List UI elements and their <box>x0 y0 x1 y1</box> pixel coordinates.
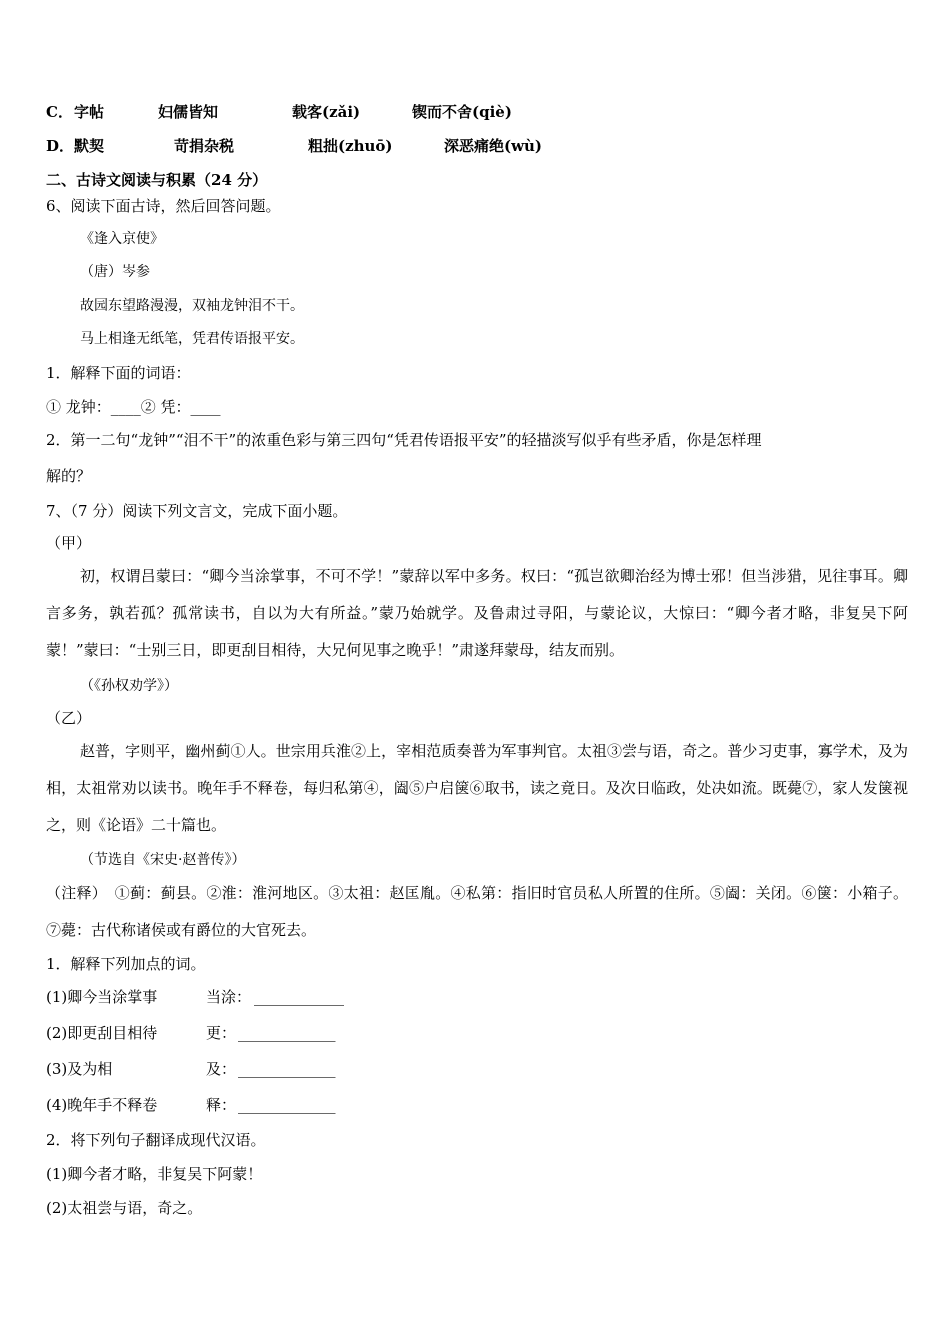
poem-author: （唐）岑参 <box>80 264 150 280</box>
q7-sub2: 2．将下列句子翻译成现代汉语。 <box>46 1131 266 1149</box>
vocab-item-2 <box>46 1023 446 1043</box>
translate-item-2: (2)太祖尝与语，奇之。 <box>46 1199 203 1217</box>
q6-sub1: 1．解释下面的词语： <box>46 364 191 382</box>
vocab-key: 更： <box>206 1024 237 1042</box>
option-c-d: 锲而不舍(qiè) <box>412 103 512 121</box>
passage-yi-label: （乙） <box>46 709 92 727</box>
translate-item-1: (1)卿今者才略，非复吴下阿蒙！ <box>46 1165 263 1183</box>
vocab-item-1 <box>46 987 446 1007</box>
passage-yi-text: 赵普，字则平，幽州蓟①人。世宗用兵淮②上，宰相范质奏普为军事判官。太祖③尝与语，奇之。普少习吏事，寡学术，及为相，太祖常劝以读书。晚年手不释卷，每归私第④，阖⑤户启箧⑥取书，读之竟日。及次日临政，处决如流。既薨⑦，家人发箧视之，则《论语》二十篇也。 <box>46 742 908 834</box>
vocab-key: 释： <box>206 1096 237 1114</box>
q7-stem: 7、（7 分）阅读下列文言文，完成下面小题。 <box>46 502 348 520</box>
vocab-answer-blank[interactable]: _____________ <box>238 1060 336 1078</box>
passage-jia-text: 初，权谓吕蒙曰：“卿今当涂掌事，不可不学！”蒙辞以军中多务。权曰：“孤岂欲卿治经为博士邪！但当涉猎，见往事耳。卿言多务，孰若孤？孤常读书，自以为大有所益。”蒙乃始就学。及鲁肃过寻阳，与蒙论议，大惊曰：“卿今者才略，非复吴下阿蒙！”蒙曰：“士别三日，即更刮目相待，大兄何见事之晚乎！”肃遂拜蒙母，结友而别。 <box>46 567 908 659</box>
option-d <box>46 136 646 156</box>
option-d-label: D． <box>46 137 75 155</box>
vocab-question: (3)及为相 <box>46 1060 113 1078</box>
vocab-answer-blank[interactable]: _____________ <box>238 1024 336 1042</box>
passage-jia-source: （《孙权劝学》） <box>80 678 178 694</box>
q7-sub1: 1．解释下列加点的词。 <box>46 955 206 973</box>
passage-notes: （注释） ①蓟：蓟县。②淮：淮河地区。③太祖：赵匡胤。④私第：指旧时官员私人所置的住所。⑤阖：关闭。⑥箧：小箱子。⑦薨：古代称诸侯或有爵位的大官死去。 <box>46 884 908 939</box>
option-d-d: 深恶痛绝(wù) <box>444 137 543 155</box>
option-d-a: 默契 <box>74 137 105 155</box>
poem-line-2: 马上相逢无纸笔，凭君传语报平安。 <box>80 331 304 347</box>
option-d-b: 苛捐杂税 <box>174 137 235 155</box>
option-c-b: 妇儒皆知 <box>158 103 219 121</box>
vocab-key: 当涂： <box>206 988 252 1006</box>
vocab-answer-blank[interactable]: _____________ <box>238 1096 336 1114</box>
vocab-key: 及： <box>206 1060 237 1078</box>
vocab-answer-blank[interactable]: ____________ <box>254 988 344 1006</box>
option-c-label: C． <box>46 103 73 121</box>
option-c-c: 载客(zǎi) <box>292 103 361 121</box>
q6-sub2-line2: 解的？ <box>46 467 92 485</box>
poem-title: 《逢入京使》 <box>80 231 164 247</box>
vocab-question: (4)晚年手不释卷 <box>46 1096 158 1114</box>
q6-sub2-line1: 2．第一二句“龙钟”“泪不干”的浓重色彩与第三四句“凭君传语报平安”的轻描淡写似乎有些矛盾，你是怎样理 <box>46 431 762 449</box>
vocab-question: (2)即更刮目相待 <box>46 1024 158 1042</box>
option-d-c: 粗拙(zhuō) <box>308 137 393 155</box>
q6-stem: 6、阅读下面古诗，然后回答问题。 <box>46 197 281 215</box>
section-heading: 二、古诗文阅读与积累（24 分） <box>46 171 268 189</box>
option-c <box>46 102 646 122</box>
passage-yi-source: （节选自《宋史·赵普传》） <box>80 852 246 868</box>
q6-sub1-items: ① 龙钟：____② 凭：____ <box>46 398 221 416</box>
poem-line-1: 故园东望路漫漫，双袖龙钟泪不干。 <box>80 298 304 314</box>
passage-jia-label: （甲） <box>46 534 92 552</box>
vocab-item-4 <box>46 1095 446 1115</box>
vocab-item-3 <box>46 1059 446 1079</box>
vocab-question: (1)卿今当涂掌事 <box>46 988 158 1006</box>
option-c-a: 字帖 <box>74 103 105 121</box>
